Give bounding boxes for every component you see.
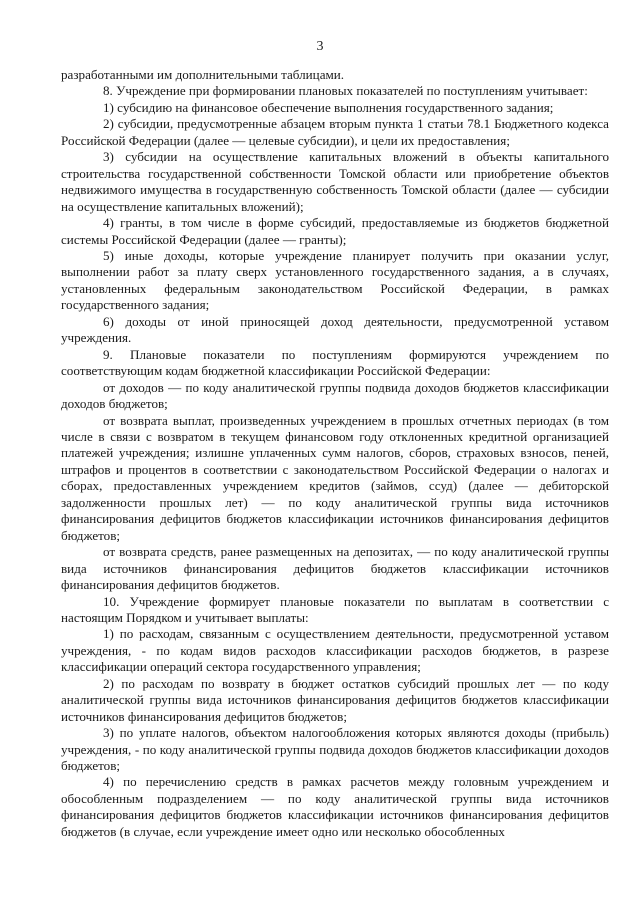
paragraph: 3) субсидии на осуществление капитальных вложений в объекты капитального строительства государственной собственности Томской области или приобретение объектов недвижимого имущества в государственную собственность Томской области (далее — субсидии на осуществление капитальных вложений); xyxy=(61,149,609,214)
document-body xyxy=(61,67,609,840)
paragraph: 2) субсидии, предусмотренные абзацем вторым пункта 1 статьи 78.1 Бюджетного кодекса Российской Федерации (далее — целевые субсидии), и цели их предоставления; xyxy=(61,116,609,148)
paragraph: 6) доходы от иной приносящей доход деятельности, предусмотренной уставом учреждения. xyxy=(61,313,609,346)
paragraph: 4) гранты, в том числе в форме субсидий, предоставляемые из бюджетов бюджетной системы Российской Федерации (далее — гранты); xyxy=(61,215,609,247)
paragraph: 5) иные доходы, которые учреждение планирует получить при оказании услуг, выполнении работ за плату сверх установленного государственного задания, а в случаях, установленных федеральным законодательством Российской Федерации, в рамках государственного задания; xyxy=(61,247,609,313)
paragraph: 1) субсидию на финансовое обеспечение выполнения государственного задания; xyxy=(103,99,554,115)
paragraph-item-10: 10. Учреждение формирует плановые показатели по выплатам в соответствии с настоящим Порядком и учитывает выплаты: xyxy=(61,593,609,625)
paragraph: 2) по расходам по возврату в бюджет остатков субсидий прошлых лет — по коду аналитической группы вида источников финансирования дефицитов бюджетов классификации источников финансирования дефицитов бюджетов; xyxy=(61,675,609,724)
paragraph-item-9: 9. Плановые показатели по поступлениям формируются учреждением по соответствующим кодам бюджетной классификации Российской Федерации: xyxy=(61,346,609,379)
paragraph: от доходов — по коду аналитической группы подвида доходов бюджетов классификации доходов бюджетов; xyxy=(61,379,609,412)
paragraph-item-8: 8. Учреждение при формировании плановых показателей по поступлениям учитывает: xyxy=(103,83,588,99)
paragraph: 1) по расходам, связанным с осуществлением деятельности, предусмотренной уставом учреждения, - по кодам видов расходов классификации расходов бюджетов, в разрезе классификации операций сектора государственного управления; xyxy=(61,626,609,675)
paragraph: от возврата средств, ранее размещенных на депозитах, — по коду аналитической группы вида источников финансирования дефицитов бюджетов классификации источников финансирования дефицитов бюджетов. xyxy=(61,544,609,593)
paragraph: разработанными им дополнительными таблицами. xyxy=(61,67,345,82)
page-number: 3 xyxy=(316,39,324,54)
paragraph: 3) по уплате налогов, объектом налогообложения которых являются доходы (прибыль) учреждения, - по коду аналитической группы подвида доходов бюджетов классификации доходов бюджетов; xyxy=(61,725,609,774)
paragraph: 4) по перечислению средств в рамках расчетов между головным учреждением и обособленным подразделением — по коду аналитической группы вида источников финансирования дефицитов бюджетов классификации источников финансирования дефицитов бюджетов (в случае, если учреждение имеет одно или несколько обособленных xyxy=(61,774,609,839)
paragraph: от возврата выплат, произведенных учреждением в прошлых отчетных периодах (в том числе в связи с возвратом в текущем финансовом году отклоненных кредитной организацией платежей учреждения; излишне уплаченных сумм налогов, сборов, страховых взносов, пеней, штрафов и процентов в соответствии с законодательством Российской Федерации о налогах и сборах, предоставленных учреждением кредитов (займов, ссуд) (далее — дебиторской задолженности прошлых лет) — по коду аналитической группы вида источников финансирования дефицитов бюджетов классификации источников финансирования дефицитов бюджетов; xyxy=(61,412,609,543)
